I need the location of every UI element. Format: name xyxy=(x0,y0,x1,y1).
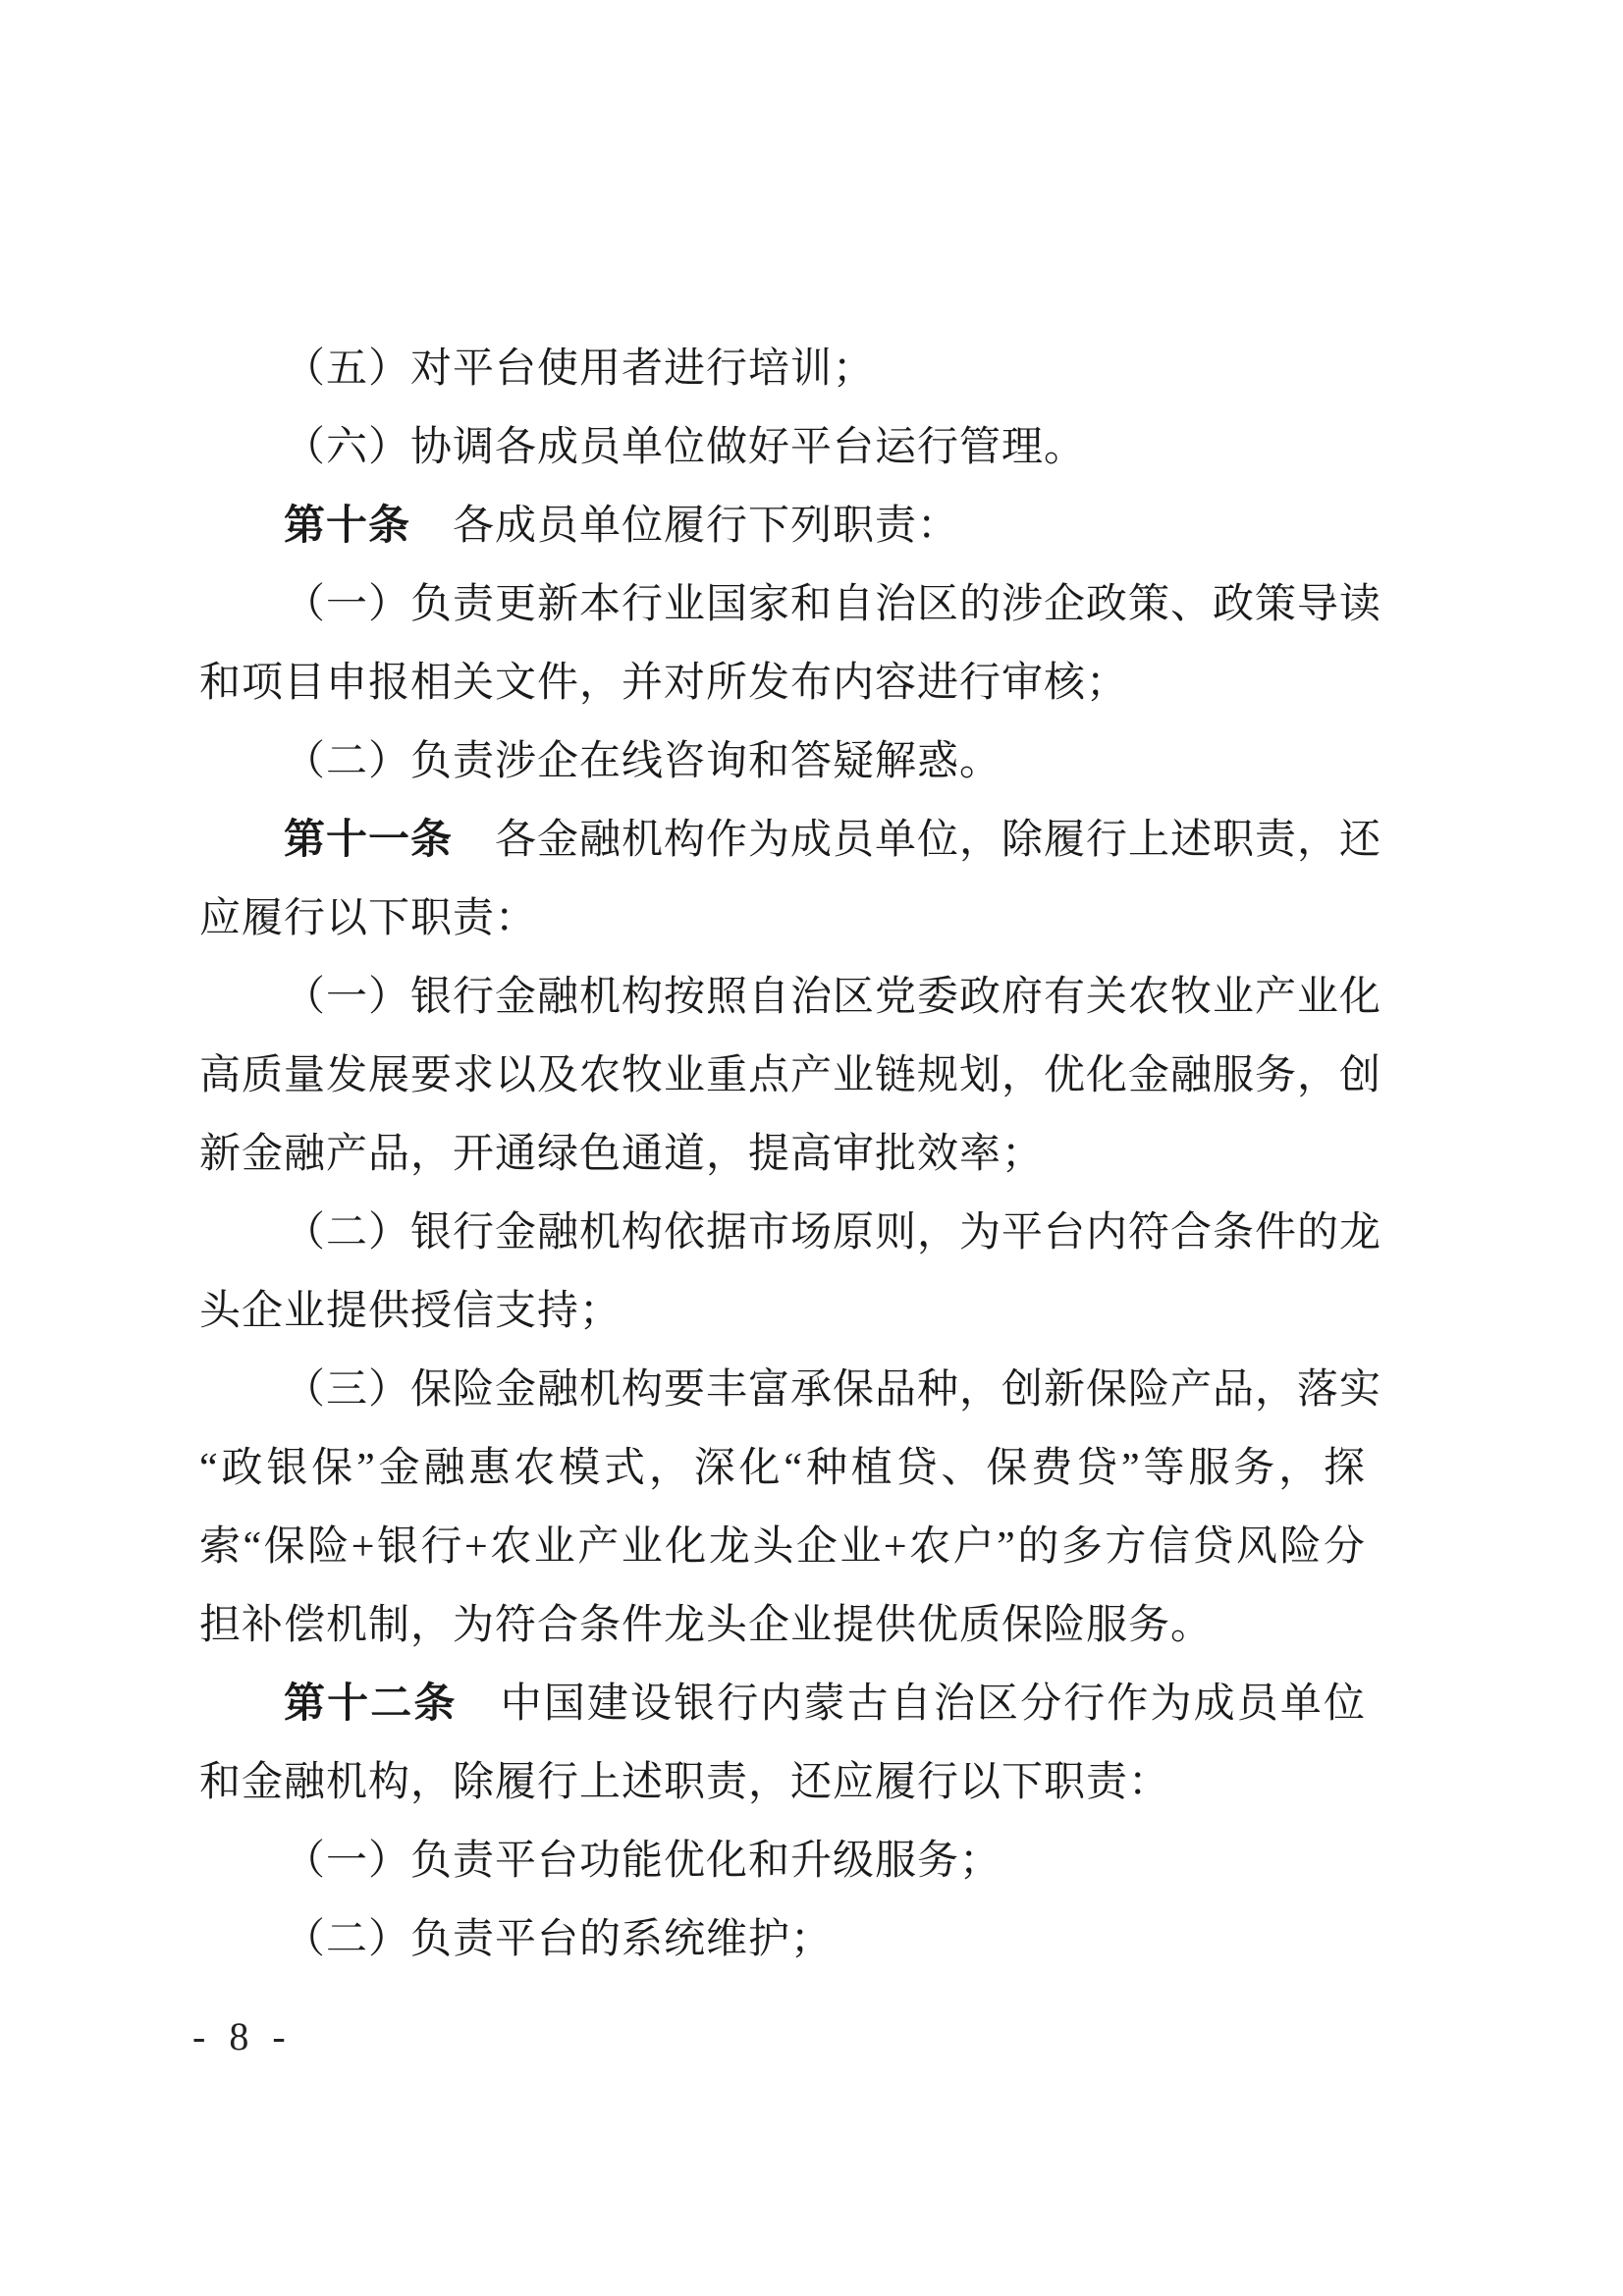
text-line xyxy=(199,1194,1382,1272)
text-line xyxy=(199,487,1366,565)
text-line xyxy=(199,1351,1382,1429)
text-line xyxy=(199,958,1382,1037)
line-text: 头企业提供授信支持； xyxy=(199,1289,622,1334)
text-line xyxy=(199,1822,1366,1900)
text-line xyxy=(199,1272,1366,1351)
line-text: （五）对平台使用者进行培训； xyxy=(284,347,876,392)
line-text: （一）银行金融机构按照自治区党委政府有关农牧业产业化 xyxy=(284,975,1382,1020)
line-text: 索“保险+银行+农业产业化龙头企业+农户”的多方信贷风险分 xyxy=(199,1524,1366,1570)
text-line xyxy=(199,1429,1366,1508)
line-text: 各成员单位履行下列职责： xyxy=(410,504,960,549)
line-text: 新金融产品，开通绿色通道，提高审批效率； xyxy=(199,1132,1045,1177)
line-text: （二）负责平台的系统维护； xyxy=(284,1917,834,1962)
text-line xyxy=(199,1037,1382,1115)
line-text: 应履行以下职责： xyxy=(199,896,538,941)
line-text: （一）负责平台功能优化和升级服务； xyxy=(284,1839,1002,1884)
text-line xyxy=(199,1900,1366,1979)
article-number-bold: 第十条 xyxy=(284,504,411,549)
text-line xyxy=(199,1508,1366,1586)
line-text: “政银保”金融惠农模式，深化“种植贷、保费贷”等服务，探 xyxy=(199,1446,1366,1491)
article-number-bold: 第十二条 xyxy=(284,1682,458,1727)
line-text: 担补偿机制，为符合条件龙头企业提供优质保险服务。 xyxy=(199,1603,1214,1648)
line-text: 高质量发展要求以及农牧业重点产业链规划，优化金融服务，创 xyxy=(199,1053,1382,1098)
text-line xyxy=(199,408,1366,487)
text-line xyxy=(199,801,1382,880)
page-number: - 8 - xyxy=(192,2014,293,2058)
article-number-bold: 第十一条 xyxy=(284,818,454,863)
text-line xyxy=(199,644,1366,722)
line-text: （一）负责更新本行业国家和自治区的涉企政策、政策导读 xyxy=(284,582,1382,627)
text-line xyxy=(199,880,1366,958)
line-text: （三）保险金融机构要丰富承保品种，创新保险产品，落实 xyxy=(284,1367,1382,1413)
line-text: （二）负责涉企在线咨询和答疑解惑。 xyxy=(284,739,1002,784)
text-line xyxy=(199,1743,1366,1822)
line-text: 中国建设银行内蒙古自治区分行作为成员单位 xyxy=(457,1682,1366,1727)
text-line xyxy=(199,1665,1366,1743)
text-line xyxy=(199,1586,1366,1665)
text-line xyxy=(199,1115,1366,1194)
line-text: 各金融机构作为成员单位，除履行上述职责，还 xyxy=(453,818,1382,863)
text-line xyxy=(199,330,1366,408)
document-body xyxy=(199,330,1382,1979)
line-text: （二）银行金融机构依据市场原则，为平台内符合条件的龙 xyxy=(284,1210,1382,1255)
line-text: 和项目申报相关文件，并对所发布内容进行审核； xyxy=(199,661,1129,706)
text-line xyxy=(199,722,1366,801)
text-line xyxy=(199,565,1382,644)
line-text: 和金融机构，除履行上述职责，还应履行以下职责： xyxy=(199,1760,1171,1805)
line-text: （六）协调各成员单位做好平台运行管理。 xyxy=(284,425,1087,470)
